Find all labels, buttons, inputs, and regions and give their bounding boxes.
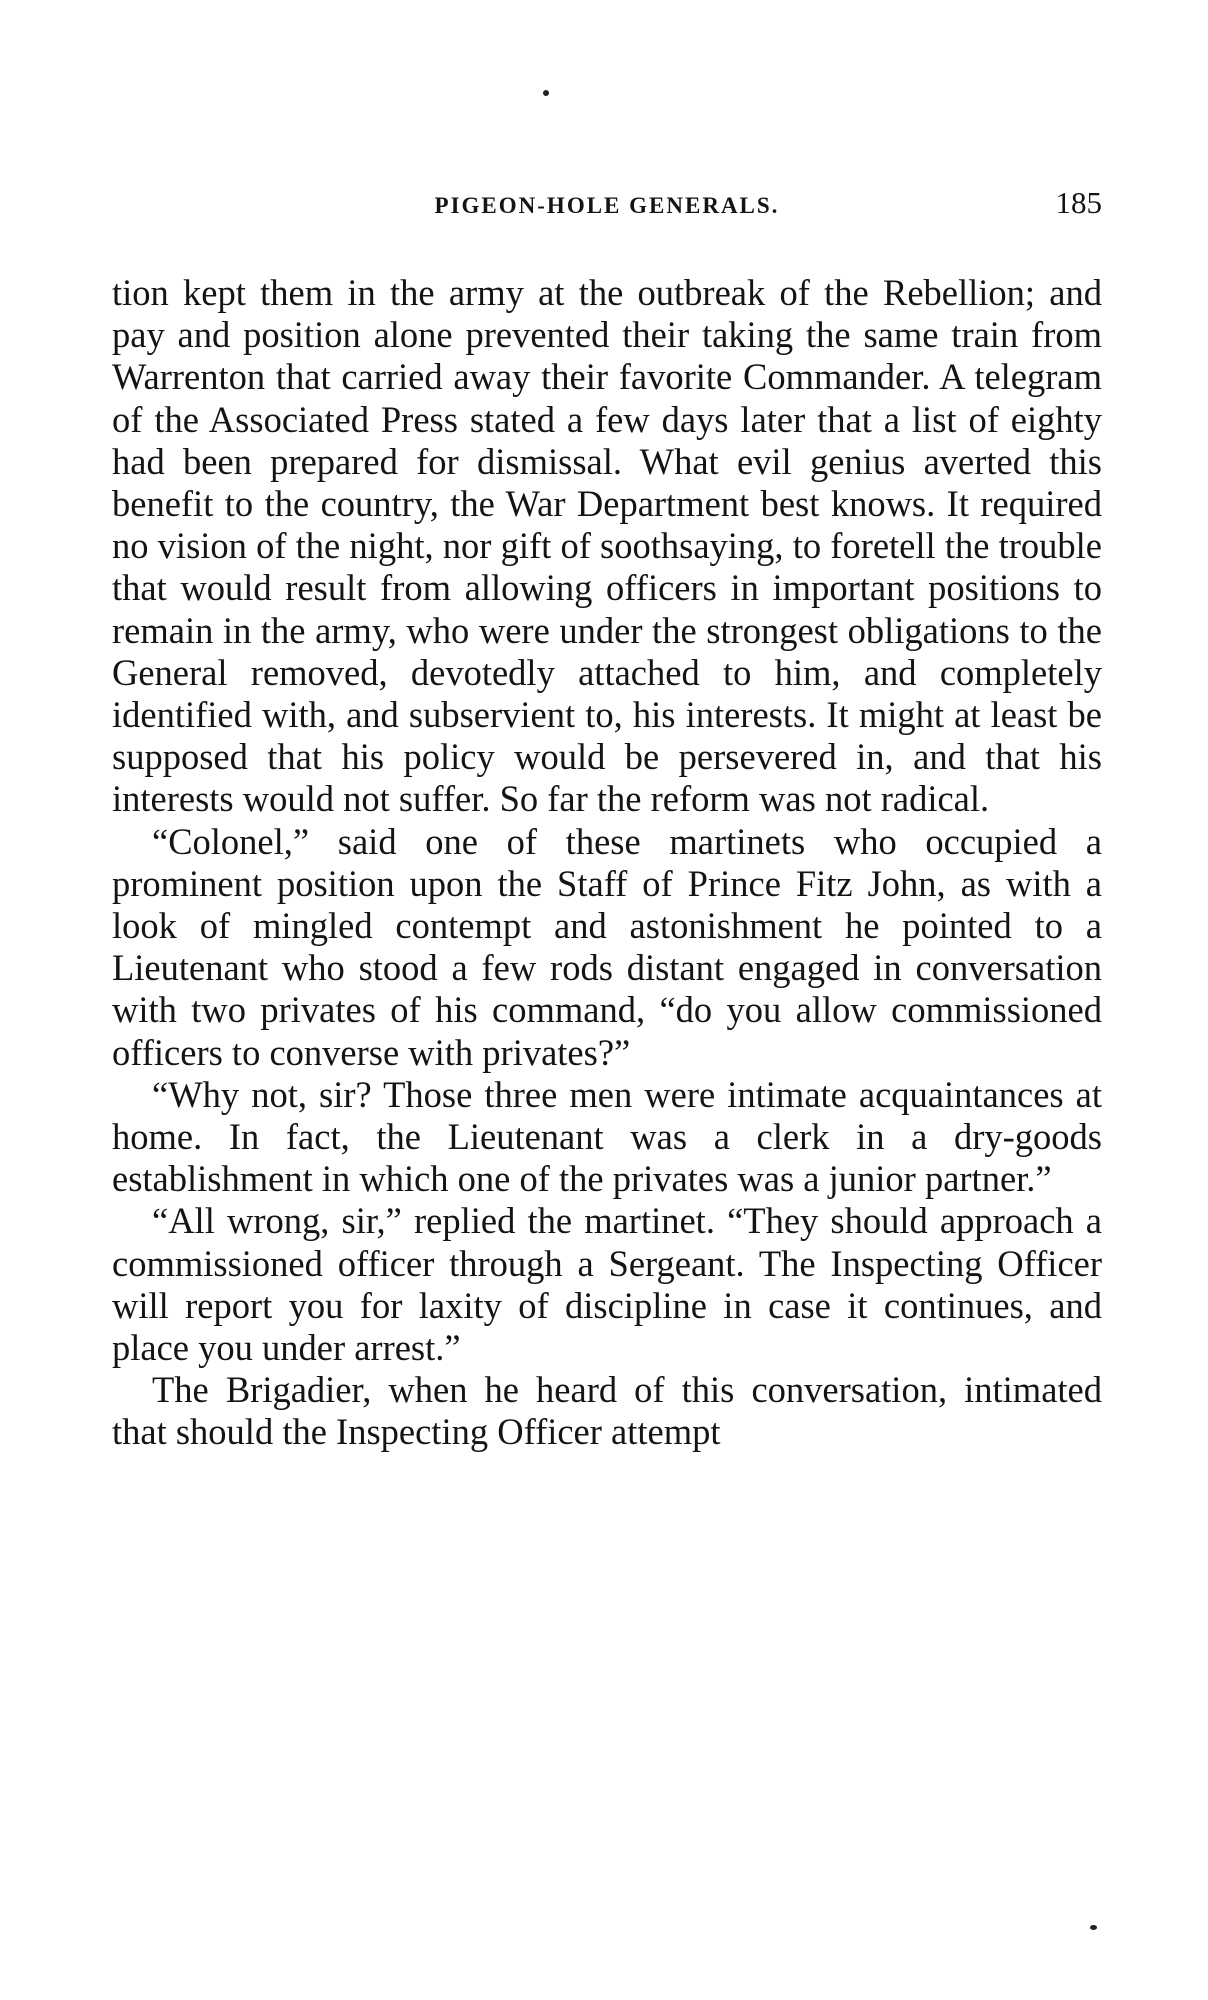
page-number: 185 bbox=[1055, 185, 1102, 220]
running-title: PIGEON-HOLE GENERALS. bbox=[434, 193, 780, 218]
paragraph-2: “Colonel,” said one of these martinets who occupied a prominent position upon the Staff of Prince Fitz John, as with a look of mingled contempt and astonishment he pointed to a Lieutenant who stood a few rods distant engaged in conversation with two privates of his command, “do you allow commissioned officers to converse with privates?” bbox=[112, 820, 1102, 1073]
ink-speck-bottom bbox=[1090, 1925, 1097, 1930]
ink-speck-top bbox=[543, 90, 549, 96]
paragraph-3: “Why not, sir? Those three men were intimate acquaintances at home. In fact, the Lieutenant was a clerk in a dry-goods establishment in which one of the privates was a junior partner.” bbox=[112, 1073, 1102, 1200]
page-header bbox=[112, 185, 1102, 231]
paragraph-5: The Brigadier, when he heard of this conversation, intimated that should the Inspecting Officer attempt bbox=[112, 1369, 1102, 1453]
body-text bbox=[112, 272, 1102, 1454]
paragraph-1: tion kept them in the army at the outbreak of the Rebellion; and pay and position alone prevented their taking the same train from Warrenton that carried away their favorite Commander. A telegram of the Associated Press stated a few days later that a list of eighty had been prepared for dismissal. What evil genius averted this benefit to the country, the War Department best knows. It required no vision of the night, nor gift of soothsaying, to foretell the trouble that would result from allowing officers in important positions to remain in the army, who were under the strongest obligations to the General removed, devotedly attached to him, and completely identified with, and subservient to, his interests. It might at least be supposed that his policy would be persevered in, and that his interests would not suffer. So far the reform was not radical. bbox=[112, 272, 1102, 820]
paragraph-4: “All wrong, sir,” replied the martinet. “They should approach a commissioned officer through a Sergeant. The Inspecting Officer will report you for laxity of discipline in case it continues, and place you under arrest.” bbox=[112, 1200, 1102, 1369]
